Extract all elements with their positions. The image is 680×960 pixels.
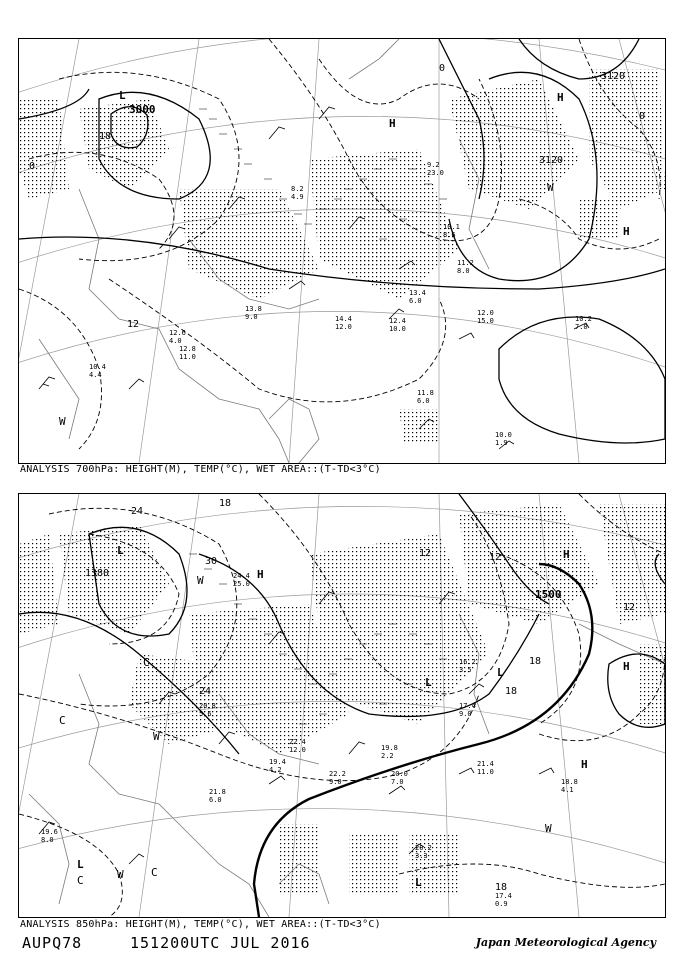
- station-dewdep: 15.0: [477, 317, 494, 325]
- contour-label: 0: [439, 63, 446, 74]
- warm-center-label: W: [153, 730, 160, 743]
- station-temp: 10.4: [89, 363, 106, 371]
- cold-center-label: C: [143, 656, 150, 669]
- station-dewdep: 6.0: [209, 796, 222, 804]
- station-temp: 24.4: [233, 572, 250, 580]
- high-center-label: H: [623, 225, 630, 238]
- station-dewdep: 4.1: [561, 786, 574, 794]
- high-center-label: H: [389, 117, 396, 130]
- warm-center-label: W: [59, 415, 66, 428]
- chart-code: AUPQ78: [22, 934, 83, 952]
- station-dewdep: 9.0: [459, 710, 472, 718]
- station-dewdep: 3.5: [459, 666, 472, 674]
- low-center-label: L: [415, 876, 422, 889]
- station-temp: 17.4: [495, 892, 512, 900]
- contour-label: 24: [131, 506, 144, 517]
- station-temp: 21.8: [209, 788, 226, 796]
- station-temp: 13.8: [245, 305, 262, 313]
- station-dewdep: 11.0: [179, 353, 196, 361]
- contour-label: 18: [219, 498, 232, 509]
- high-center-label: H: [557, 91, 564, 104]
- station-dewdep: 7.0: [575, 323, 588, 331]
- map-700hpa: [19, 39, 665, 463]
- map-850hpa: [19, 494, 665, 917]
- contour-label: 3120: [539, 155, 564, 166]
- warm-center-label: W: [547, 181, 554, 194]
- station-dewdep: 9.0: [245, 313, 258, 321]
- station-temp: 16.2: [459, 658, 476, 666]
- high-center-label: H: [563, 548, 570, 561]
- station-dewdep: 4.9: [291, 193, 304, 201]
- warm-center-label: W: [197, 574, 204, 587]
- panel-850-caption: ANALYSIS 850hPa: HEIGHT(M), TEMP(°C), WET AREA::(T-TD<3°C): [20, 919, 381, 930]
- station-temp: 11.2: [457, 259, 474, 267]
- contour-label: 0: [639, 111, 646, 122]
- station-temp: 9.2: [427, 161, 440, 169]
- station-dewdep: 4.4: [89, 371, 102, 379]
- contour-label: 18: [495, 882, 508, 893]
- contour-label: 12: [127, 319, 140, 330]
- station-temp: 14.4: [335, 315, 352, 323]
- station-temp: 19.8: [381, 744, 398, 752]
- cold-center-label: C: [59, 714, 66, 727]
- station-dewdep: 8.0: [41, 836, 54, 844]
- station-temp: 12.6: [169, 329, 186, 337]
- station-dewdep: 8.6: [443, 231, 456, 239]
- station-temp: 12.8: [179, 345, 196, 353]
- wet-areas: [19, 69, 665, 444]
- station-temp: 20.8: [199, 702, 216, 710]
- station-temp: 20.2: [415, 844, 432, 852]
- station-dewdep: 25.0: [233, 580, 250, 588]
- station-dewdep: 11.0: [477, 768, 494, 776]
- high-center-label: H: [581, 758, 588, 771]
- contour-label: 18: [99, 131, 112, 142]
- station-temp: 18.8: [561, 778, 578, 786]
- map-panel-700hpa: [18, 38, 666, 464]
- station-temp: 12.4: [389, 317, 406, 325]
- warm-center-label: W: [545, 822, 552, 835]
- map-panel-850hpa: [18, 493, 666, 918]
- cold-center-label: C: [77, 874, 84, 887]
- high-center-label: H: [623, 660, 630, 673]
- valid-time: 151200UTC JUL 2016: [130, 934, 311, 952]
- contour-label: 3000: [129, 103, 156, 116]
- station-temp: 8.2: [291, 185, 304, 193]
- station-dewdep: 5.6: [199, 710, 212, 718]
- low-center-label: L: [77, 858, 84, 871]
- low-center-label: L: [497, 666, 504, 679]
- panel-700-caption: ANALYSIS 700hPa: HEIGHT(M), TEMP(°C), WET AREA::(T-TD<3°C): [20, 464, 381, 475]
- station-dewdep: 12.0: [335, 323, 352, 331]
- station-temp: 10.1: [443, 223, 460, 231]
- wet-areas: [19, 504, 665, 894]
- station-temp: 21.4: [477, 760, 494, 768]
- contour-label: 24: [199, 686, 212, 697]
- station-temp: 22.2: [329, 770, 346, 778]
- station-temp: 19.4: [269, 758, 286, 766]
- warm-center-label: W: [117, 868, 124, 881]
- agency-name: Japan Meteorological Agency: [475, 936, 656, 949]
- station-dewdep: 1.9: [495, 439, 508, 447]
- station-dewdep: 4.0: [169, 337, 182, 345]
- station-dewdep: 4.2: [269, 766, 282, 774]
- station-temp: 13.4: [409, 289, 426, 297]
- high-center-label: H: [257, 568, 264, 581]
- station-dewdep: 9.0: [329, 778, 342, 786]
- contour-label: 0: [29, 161, 36, 172]
- low-center-label: L: [117, 544, 124, 557]
- contour-label: 12: [419, 548, 432, 559]
- station-dewdep: 10.0: [389, 325, 406, 333]
- contour-label: 18: [505, 686, 518, 697]
- station-dewdep: 2.2: [381, 752, 394, 760]
- station-dewdep: 6.0: [409, 297, 422, 305]
- cold-center-label: C: [151, 866, 158, 879]
- station-dewdep: 6.0: [417, 397, 430, 405]
- contour-label: 12: [489, 552, 502, 563]
- station-temp: 10.0: [495, 431, 512, 439]
- station-dewdep: 23.0: [427, 169, 444, 177]
- contour-label: 30: [205, 556, 218, 567]
- station-temp: 17.4: [459, 702, 476, 710]
- station-temp: 10.2: [575, 315, 592, 323]
- contour-label: 1380: [85, 568, 110, 579]
- station-temp: 11.8: [417, 389, 434, 397]
- station-dewdep: 0.9: [495, 900, 508, 908]
- station-temp: 19.6: [41, 828, 58, 836]
- low-center-label: L: [119, 89, 126, 102]
- contour-label: 3120: [601, 71, 626, 82]
- station-temp: 12.0: [477, 309, 494, 317]
- contour-label: 12: [623, 602, 636, 613]
- contour-label: 18: [529, 656, 542, 667]
- station-temp: 22.4: [289, 738, 306, 746]
- station-dewdep: 3.3: [415, 852, 428, 860]
- station-dewdep: 8.0: [457, 267, 470, 275]
- station-dewdep: 7.0: [391, 778, 404, 786]
- station-dewdep: 12.0: [289, 746, 306, 754]
- station-temp: 20.0: [391, 770, 408, 778]
- contour-label: 1500: [535, 588, 562, 601]
- low-center-label: L: [425, 676, 432, 689]
